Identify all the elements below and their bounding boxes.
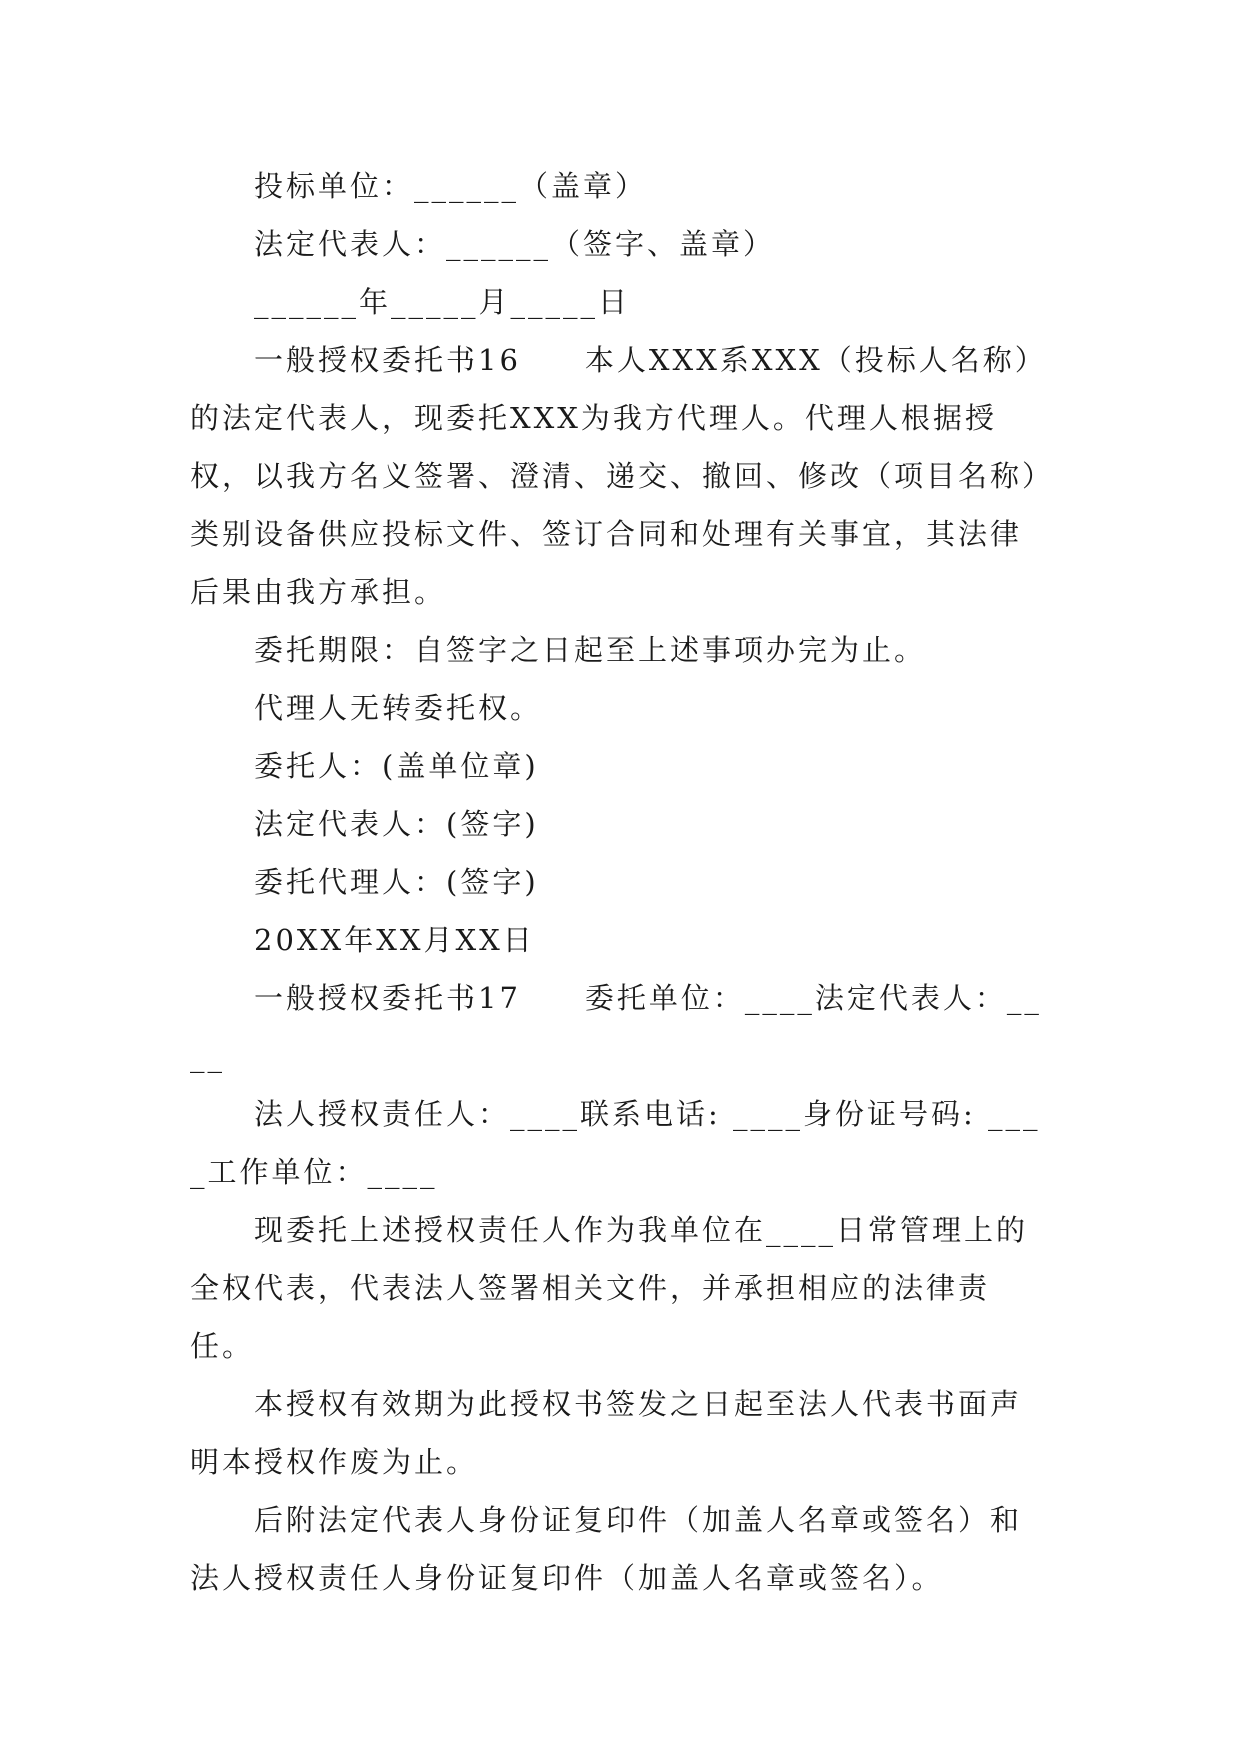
letter17-heading: 一般授权委托书17 [254, 981, 521, 1015]
paragraph-agent: 委托代理人：(签字) [254, 865, 539, 899]
paragraph-date: 20XX年XX月XX日 [254, 923, 535, 957]
document-body [190, 157, 1050, 1607]
paragraph-legal-rep: 法定代表人：(签字) [254, 807, 539, 841]
paragraph-authorization: 现委托上述授权责任人作为我单位在____日常管理上的全权代表，代表法人签署相关文件，并承担相应的法律责任。 [190, 1213, 1029, 1363]
paragraph-attachment: 后附法定代表人身份证复印件（加盖人名章或签名）和法人授权责任人身份证复印件（加盖人名章或签名）。 [190, 1503, 1023, 1595]
paragraph-date-blank: ______年_____月_____日 [254, 285, 631, 319]
paragraph-letter16 [190, 331, 1050, 621]
paragraph-principal: 委托人：(盖单位章) [254, 749, 539, 783]
paragraph-validity: 本授权有效期为此授权书签发之日起至法人代表书面声明本授权作废为止。 [190, 1387, 1023, 1479]
letter16-heading: 一般授权委托书16 [254, 343, 521, 377]
paragraph-letter17-head [190, 969, 1050, 1085]
paragraph-legal-rep-sign: 法定代表人：______（签字、盖章） [254, 227, 776, 261]
paragraph-no-sub-delegation: 代理人无转委托权。 [254, 691, 543, 725]
paragraph-bidder-unit: 投标单位：______（盖章） [254, 169, 648, 203]
paragraph-authorized-person: 法人授权责任人：____联系电话: ____身份证号码: ____工作单位：____ [190, 1097, 1041, 1189]
letter16-body: 本人XXX系XXX（投标人名称）的法定代表人，现委托XXX为我方代理人。代理人根据授权，以我方名义签署、澄清、递交、撤回、修改（项目名称）类别设备供应投标文件、签订合同和处理有关事宜，其法律后果由我方承担。 [190, 343, 1047, 609]
paragraph-term: 委托期限：自签字之日起至上述事项办完为止。 [254, 633, 927, 667]
letter17-fields: 委托单位：____法定代表人：____ [190, 981, 1042, 1073]
